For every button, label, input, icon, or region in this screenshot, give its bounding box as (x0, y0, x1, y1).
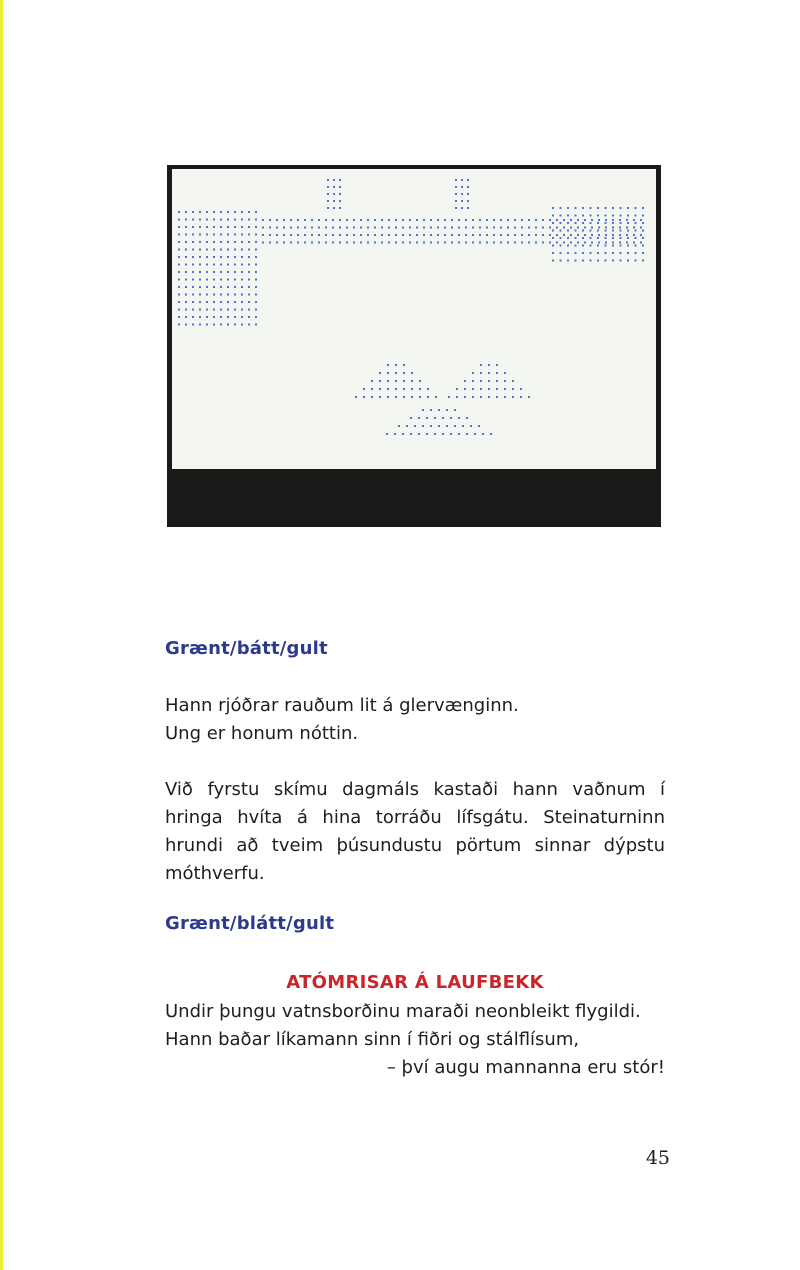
poem-line-1: Undir þungu vatnsborðinu maraði neonbleikt flygildi. (165, 1001, 641, 1022)
figure-paper (172, 169, 656, 469)
page-edge-line (0, 0, 3, 1270)
body-paragraph: Við fyrstu skímu dagmáls kastaði hann vaðnum í hringa hvíta á hina torráðu lífsgátu. Steinaturninn hrundi að tveim þúsundustu pörtum sinnar dýpstu móthverfu. (165, 779, 665, 884)
dot-matrix-figure (167, 165, 661, 527)
verse-line-1: Hann rjóðrar rauðum lit á glervænginn. (165, 695, 519, 716)
verse-block (165, 692, 665, 748)
section-heading-1: Grænt/bátt/gult (165, 638, 328, 659)
poem-line-3: – því augu mannanna eru stór! (386, 1057, 665, 1078)
poem-line-2: Hann baðar líkamann sinn í fiðri og stálflísum, (165, 1029, 580, 1050)
page-number: 45 (645, 1147, 670, 1169)
poem-title: ATÓMRISAR Á LAUFBEKK (286, 972, 544, 993)
section-heading-2: Grænt/blátt/gult (165, 913, 335, 934)
dot-pattern-artwork (172, 169, 656, 469)
verse-line-2: Ung er honum nóttin. (165, 723, 359, 744)
poem-block (165, 998, 665, 1082)
dot-grid (178, 179, 644, 435)
